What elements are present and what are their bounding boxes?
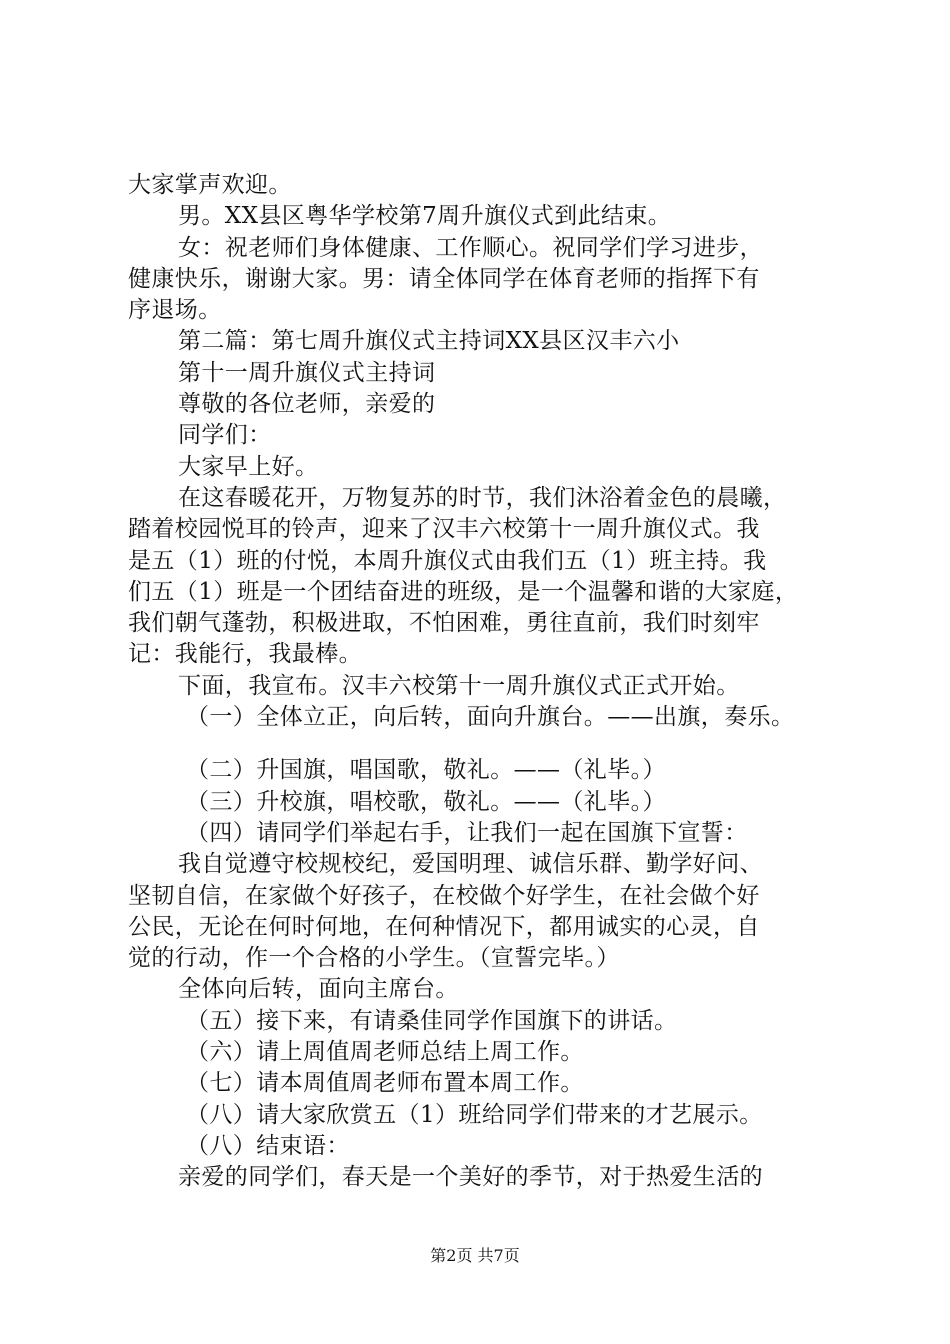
- text-line: 尊敬的各位老师，亲爱的: [178, 391, 436, 418]
- text-line: （三）升校旗，唱校歌，敬礼。——（礼毕。）: [186, 788, 666, 815]
- text-line: 大家掌声欢迎。: [128, 172, 292, 198]
- text-line: 大家早上好。: [178, 453, 319, 480]
- text-line: （四）请同学们举起右手，让我们一起在国旗下宣誓：: [186, 819, 748, 846]
- text-line: 觉的行动，作一个合格的小学生。（宣誓完毕。）: [128, 945, 620, 972]
- text-line: 是五（1）班的付悦，本周升旗仪式由我们五（1）班主持。我: [128, 547, 767, 574]
- text-line: 女：祝老师们身体健康、工作顺心。祝同学们学习进步，: [178, 234, 763, 261]
- page-footer: [0, 1246, 950, 1266]
- text-line: 们五（1）班是一个团结奋进的班级，是一个温馨和谐的大家庭，: [128, 578, 799, 605]
- text-line: 坚韧自信，在家做个好孩子，在校做个好学生，在社会做个好: [128, 882, 760, 909]
- text-line: 下面，我宣布。汉丰六校第十一周升旗仪式正式开始。: [178, 672, 740, 699]
- text-line: 踏着校园悦耳的铃声，迎来了汉丰六校第十一周升旗仪式。我: [128, 516, 760, 543]
- paragraph-gap: [128, 733, 840, 755]
- text-line: 健康快乐，谢谢大家。男：请全体同学在体育老师的指挥下有: [128, 265, 760, 292]
- text-line: （八）请大家欣赏五（1）班给同学们带来的才艺展示。: [186, 1101, 763, 1128]
- text-line: 第二篇：第七周升旗仪式主持词XX县区汉丰六小: [178, 328, 680, 355]
- text-line: 同学们：: [178, 422, 272, 449]
- text-line: （八）结束语：: [186, 1132, 350, 1159]
- text-line: 我自觉遵守校规校纪，爱国明理、诚信乐群、勤学好问、: [178, 851, 763, 878]
- text-line: 在这春暖花开，万物复苏的时节，我们沐浴着金色的晨曦，: [178, 484, 787, 511]
- text-line: 公民，无论在何时何地，在何种情况下，都用诚实的心灵，自: [128, 913, 760, 940]
- text-line: （一）全体立正，向后转，面向升旗台。——出旗，奏乐。: [186, 704, 795, 731]
- text-line: （二）升国旗，唱国歌，敬礼。——（礼毕。）: [186, 757, 666, 784]
- text-line: （七）请本周值周老师布置本周工作。: [186, 1070, 584, 1097]
- text-line: 我们朝气蓬勃，积极进取，不怕困难，勇往直前，我们时刻牢: [128, 610, 760, 637]
- text-line: （六）请上周值周老师总结上周工作。: [186, 1039, 584, 1066]
- text-line: 亲爱的同学们，春天是一个美好的季节，对于热爱生活的: [178, 1164, 763, 1191]
- text-line: 记：我能行，我最棒。: [128, 641, 362, 668]
- text-line: 全体向后转，面向主席台。: [178, 976, 459, 1003]
- text-line: 男。XX县区粤华学校第7周升旗仪式到此结束。: [178, 203, 672, 230]
- page-number-label: 第2页 共7页: [430, 1246, 520, 1265]
- document-body: [128, 170, 840, 1194]
- text-line: （五）接下来，有请桑佳同学作国旗下的讲话。: [186, 1007, 678, 1034]
- text-line: 序退场。: [128, 297, 222, 324]
- text-line: 第十一周升旗仪式主持词: [178, 359, 436, 386]
